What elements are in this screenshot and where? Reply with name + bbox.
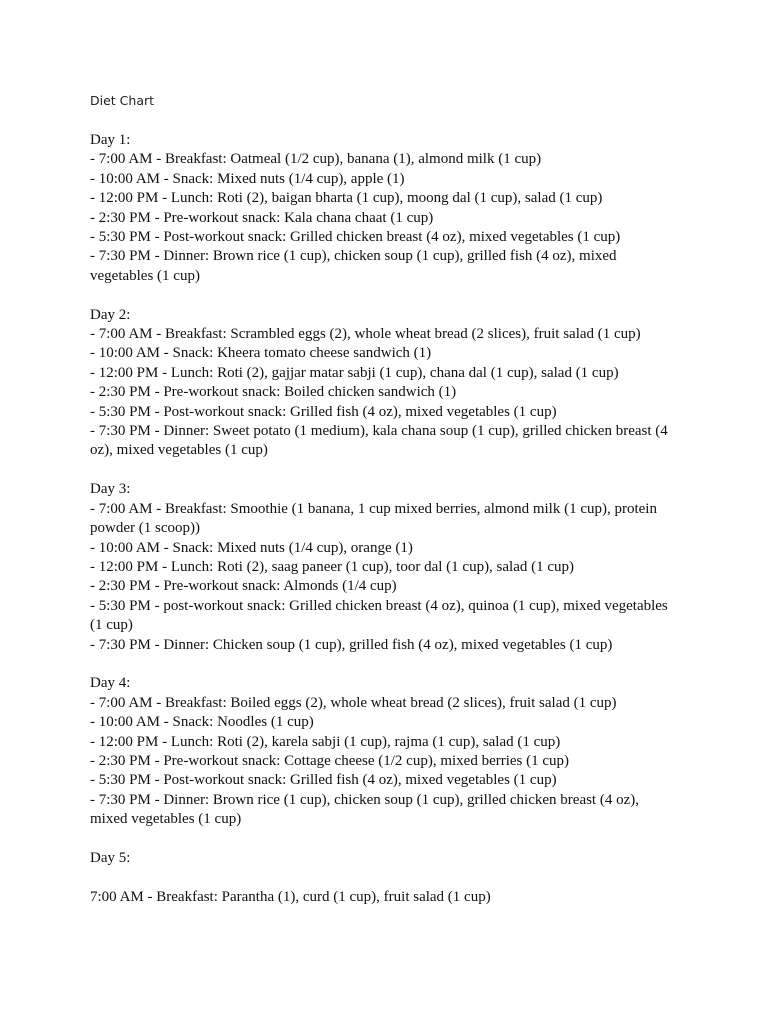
meal-entry: - 12:00 PM - Lunch: Roti (2), saag paneer (1 cup), toor dal (1 cup), salad (1 cup) <box>90 558 575 575</box>
document-title: Diet Chart <box>90 93 155 108</box>
day-1-section <box>90 131 675 286</box>
day-4-section <box>90 674 675 829</box>
meal-entry: - 7:00 AM - Breakfast: Oatmeal (1/2 cup), banana (1), almond milk (1 cup) <box>90 151 542 168</box>
meal-entry: - 2:30 PM - Pre-workout snack: Kala chana chaat (1 cup) <box>90 209 434 226</box>
day-heading: Day 5: <box>90 849 131 866</box>
day-heading: Day 4: <box>90 675 131 692</box>
meal-entry: - 10:00 AM - Snack: Noodles (1 cup) <box>90 714 314 731</box>
meal-entry: - 7:00 AM - Breakfast: Boiled eggs (2), whole wheat bread (2 slices), fruit salad (1 cup) <box>90 694 617 711</box>
meal-entry: - 7:30 PM - Dinner: Chicken soup (1 cup), grilled fish (4 oz), mixed vegetables (1 cup) <box>90 636 613 653</box>
meal-entry: - 10:00 AM - Snack: Kheera tomato cheese sandwich (1) <box>90 345 432 362</box>
meal-entry: - 12:00 PM - Lunch: Roti (2), baigan bharta (1 cup), moong dal (1 cup), salad (1 cup) <box>90 190 603 207</box>
meal-entry: - 7:30 PM - Dinner: Brown rice (1 cup), chicken soup (1 cup), grilled chicken breast (4 oz), mixed vegetables (1 cup) <box>90 791 640 828</box>
diet-chart-body <box>90 131 675 927</box>
day-heading: Day 1: <box>90 132 131 148</box>
day-heading: Day 2: <box>90 306 131 323</box>
day-5-section <box>90 849 675 907</box>
meal-entry: - 7:00 AM - Breakfast: Smoothie (1 banana, 1 cup mixed berries, almond milk (1 cup), protein powder (1 scoop)) <box>90 500 657 537</box>
meal-entry: - 7:30 PM - Dinner: Brown rice (1 cup), chicken soup (1 cup), grilled fish (4 oz), mixed vegetables (1 cup) <box>90 248 617 284</box>
meal-entry: - 12:00 PM - Lunch: Roti (2), karela sabji (1 cup), rajma (1 cup), salad (1 cup) <box>90 733 561 750</box>
meal-entry: - 5:30 PM - post-workout snack: Grilled chicken breast (4 oz), quinoa (1 cup), mixed vegetables (1 cup) <box>90 597 668 634</box>
meal-entry: - 10:00 AM - Snack: Mixed nuts (1/4 cup), apple (1) <box>90 170 405 187</box>
meal-entry: - 7:30 PM - Dinner: Sweet potato (1 medium), kala chana soup (1 cup), grilled chicken breast (4 oz), mixed vegetables (1 cup) <box>90 423 668 459</box>
meal-entry: 7:00 AM - Breakfast: Parantha (1), curd (1 cup), fruit salad (1 cup) <box>90 888 491 905</box>
day-3-section <box>90 480 675 655</box>
meal-entry: - 10:00 AM - Snack: Mixed nuts (1/4 cup), orange (1) <box>90 539 413 556</box>
meal-entry: - 7:00 AM - Breakfast: Scrambled eggs (2), whole wheat bread (2 slices), fruit salad (1 cup) <box>90 326 641 343</box>
meal-entry: - 2:30 PM - Pre-workout snack: Almonds (1/4 cup) <box>90 578 397 595</box>
meal-entry: - 12:00 PM - Lunch: Roti (2), gajjar matar sabji (1 cup), chana dal (1 cup), salad (1 cup) <box>90 364 619 381</box>
meal-entry: - 2:30 PM - Pre-workout snack: Boiled chicken sandwich (1) <box>90 384 457 401</box>
meal-entry: - 5:30 PM - Post-workout snack: Grilled fish (4 oz), mixed vegetables (1 cup) <box>90 772 557 789</box>
meal-entry: - 2:30 PM - Pre-workout snack: Cottage cheese (1/2 cup), mixed berries (1 cup) <box>90 752 570 769</box>
meal-entry: - 5:30 PM - Post-workout snack: Grilled chicken breast (4 oz), mixed vegetables (1 cup) <box>90 229 621 246</box>
day-heading: Day 3: <box>90 481 131 498</box>
day-2-section <box>90 306 675 461</box>
meal-entry: - 5:30 PM - Post-workout snack: Grilled fish (4 oz), mixed vegetables (1 cup) <box>90 403 557 420</box>
blank-line <box>90 868 675 887</box>
